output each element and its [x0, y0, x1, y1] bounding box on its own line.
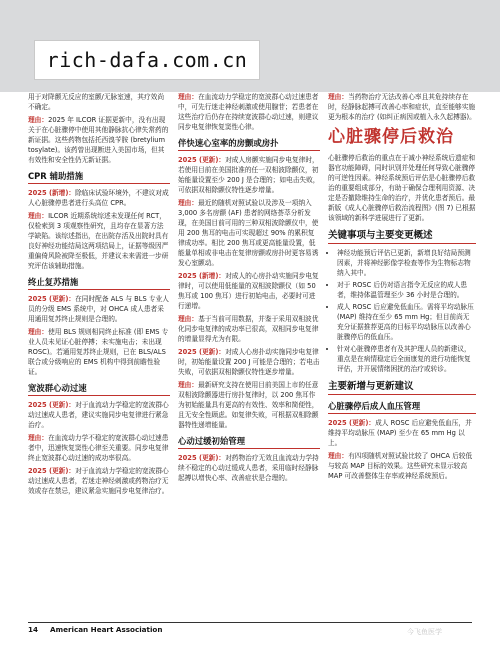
- recommendation-label: 2025 (更新)：: [28, 295, 76, 303]
- paragraph: 心脏骤停后救治的重点在于减小神经系统后遗症和器官功能障碍，同时识别并处理任何导致心脏骤停的可逆性因素。神经系统预后评估是心脏骤停后救治的重要组成部分，有助于确保合理利用资源、决定是否撤除维持生命的治疗，并优化患者预后。最新版《成人心脏骤停后救治流程图》(图 7) 已根据该领域的新科学进展进行了更新。: [328, 154, 476, 222]
- paragraph: [178, 380, 320, 430]
- rationale-label: 理由：: [328, 93, 349, 101]
- rationale-label: 理由：: [178, 381, 199, 389]
- recommendation-label: 2025 (更新)：: [28, 401, 76, 409]
- paragraph: [328, 92, 476, 122]
- page-footer: [28, 622, 472, 637]
- paragraph-text: 在血流动力学不稳定的宽波群心动过速患者中，迅速恢复窦性心律至关重要。同步电复律终止宽波群心动过速的成功率很高。: [28, 434, 169, 462]
- recommendation-label: 2025 (更新)：: [328, 419, 376, 427]
- footer-organization: American Heart Association: [50, 625, 163, 634]
- rationale-label: 理由：: [178, 199, 199, 207]
- paragraph: [178, 347, 320, 377]
- paragraph: [28, 400, 170, 430]
- rationale-label: 理由：: [28, 212, 49, 220]
- paragraph: [28, 433, 170, 463]
- paragraph-text: 当药物治疗无法改善心率且其危持续存在时，经静脉起搏可改善心率和症状，直至能够实施更为根本的治疗 (如纠正病因或植入永久起搏器)。: [328, 93, 476, 121]
- column-3: [328, 92, 476, 484]
- rationale-label: 理由：: [178, 315, 199, 323]
- section-heading-blood-pressure: 心脏骤停后成人血压管理: [328, 400, 476, 414]
- recommendation-label: 2025 (更新)：: [178, 454, 226, 462]
- paragraph-text: 最新研究支持在使用目前美国上市的任意双相波除颤器进行房扑复律时，以 200 焦耳作为初始能量具有更高的有效性、效率和简便性，且无安全性顾虑。如复律失败，可根据双相除颤器特性递增能量。: [178, 381, 319, 429]
- rationale-label: 理由：: [28, 328, 49, 336]
- paragraph-text: 对成人房颤实施同步电复律时，若使用目前在美国批准的任一双相波除颤仪，初始能量设置至少 200 J 是合理的；如电击失败，可依据双相除颤仪特性逐步增量。: [178, 156, 320, 194]
- paragraph: [178, 198, 320, 268]
- recommendation-label: 2025 (更新)：: [178, 156, 226, 164]
- paragraph-text: 有四项随机对照试验比较了 OHCA 后较低与较高 MAP 目标的效果。这些研究未显示较高 MAP 可改善整体生存率或神经系统预后。: [328, 452, 473, 480]
- recommendation-label: 2025 (更新)：: [178, 348, 226, 356]
- watermark-text: 今飞鱼医学: [407, 628, 442, 636]
- paragraph-text: 对成人心房扑动实施同步电复律时，初始能量设置 200 J 可能是合理的；若电击失败，可依据双相除颤仪特性逐步增量。: [178, 348, 320, 376]
- rationale-label: 理由：: [28, 116, 49, 124]
- recommendation-label: 2025 (新增)：: [178, 272, 226, 280]
- paragraph-text: 在血流动力学稳定的宽波群心动过速患者中，可先行迷走神经刺激或使用腺苷；若患者在这些治疗后仍存在持续宽波群心动过速，则建议同步电复律恢复窦性心律。: [178, 93, 319, 131]
- paragraph-text: 除临床试验环境外，不建议对成人心脏骤停患者进行头高位 CPR。: [28, 189, 169, 207]
- chapter-title: 心脏骤停后救治: [328, 127, 454, 147]
- paragraph-text: 使用 BLS 规则相同终止标准 (即 EMS 专业人员未见证心脏停搏；未实施电击；未出现 ROSC)。若通用复苏终止规则，已在 BLS/ALS 联合或分级响应的 EMS 机构中得到前瞻性验证。: [28, 328, 169, 376]
- list-item: • 针对心脏骤停患者有及其护理人员的新建议，重点是在病情稳定后全面康复的进行功能恢复评估，并开展情绪困扰的治疗或转诊。: [337, 344, 476, 374]
- paragraph-text: ILCOR 近期系统综述未发现任何 RCT，仅检索到 3 项观察性研究，且均存在显著方法学缺陷。该综述指出，在出院存活及出院时具有良好神经功能结局这两项结局上，证据等级因严重偏倚风险被降至极低，并建议未来需进一步研究评估该辅助措施。: [28, 212, 169, 270]
- column-1: [28, 92, 170, 499]
- section-heading-af-flutter: 伴快速心室率的房颤或房扑: [178, 137, 320, 151]
- paragraph: [28, 188, 170, 208]
- section-heading-cpr-adjuncts: CPR 辅助措施: [28, 170, 170, 184]
- paragraph: [178, 155, 320, 195]
- list-item: • 神经功能预后评估已更新，新增良好结局预测因素，并将神经影像学检查等作为生物标志物纳入其中。: [337, 248, 476, 278]
- column-2: [178, 92, 320, 486]
- url-banner: rich-dafa.com.cn: [34, 40, 260, 80]
- paragraph-text: 成人 ROSC 后应避免低血压，并维持平均动脉压 (MAP) 至少在 65 mm Hg 以上。: [328, 419, 472, 447]
- section-heading-key-issues: 关键事项与主要变更概述: [328, 229, 476, 244]
- rationale-label: 理由：: [178, 93, 199, 101]
- recommendation-label: 2025 (新增)：: [28, 189, 76, 197]
- paragraph-text: 对药物治疗无效且血流动力学持续不稳定的心动过缓成人患者，采用临时经静脉起搏以增快心率、改善症状是合理的。: [178, 454, 319, 482]
- paragraph-text: 在同时配备 ALS 与 BLS 专业人员的分级 EMS 系统中，对 OHCA 成人患者采用通用复苏终止规则是合理的。: [28, 295, 169, 323]
- paragraph: [178, 453, 320, 483]
- paragraph-text: 对于血流动力学稳定的宽波群心动过速成人患者，建议实施同步电复律进行紧急治疗。: [28, 401, 169, 429]
- paragraph: 用于对降颤无反应的室颤/无脉室速，其疗效尚不确定。: [28, 93, 165, 111]
- section-heading-bradycardia: 心动过缓初始管理: [178, 435, 320, 449]
- paragraph: [28, 211, 170, 271]
- section-heading-termination: 终止复苏措施: [28, 276, 170, 290]
- paragraph-text: 2025 年 ILCOR 证据更新中，没有出现关于在心脏骤停中使用其他静脉抗心律失常药的新证据。这些药物包括托西溴苄胺 (bretylium tosylate)。该药曾出现断进入美国市场，但其有效性和安全性仍无新证据。: [28, 116, 169, 164]
- paragraph-text: 对于血流动力学稳定的宽波群心动过速成人患者，若迷走神经刺激或药物治疗无效或存在禁忌，建议紧急实施同步电复律治疗。: [28, 467, 169, 495]
- paragraph: [178, 271, 320, 311]
- rationale-label: 理由：: [28, 434, 49, 442]
- bullet-list: [328, 248, 476, 374]
- paragraph: [28, 466, 170, 496]
- recommendation-label: 2025 (更新)：: [28, 467, 76, 475]
- paragraph: [328, 451, 476, 481]
- paragraph: [28, 327, 170, 377]
- paragraph-text: 最近的随机对照试验以及涉及一项纳入 3,000 多名房颤 (AF) 患者的网络荟萃分析发现，在美国目前可用的三种双相波除颤仪中，使用 200 焦耳的电击可实现超过 90% 的累积复律成功率。相比 200 焦耳或更高能量设置，低能量单相或非电击在复律房颤或房扑时更容易诱发心室颤动。: [178, 199, 319, 267]
- list-item: • 对于 ROSC 后仍对语言指令无反应的成人患者，维持体温管理至少 36 小时是合理的。: [337, 280, 476, 300]
- document-columns: [28, 92, 476, 618]
- paragraph: [328, 418, 476, 448]
- rationale-label: 理由：: [328, 452, 349, 460]
- paragraph-text: 基于当前可用数据，并鉴于采用双相波优化同步电复律的成功率已很高，双相同步电复律的增量显得尤为有限。: [178, 315, 319, 343]
- section-heading-wide-complex-tachycardia: 宽波群心动过速: [28, 382, 170, 396]
- page-number: 14: [28, 625, 39, 634]
- paragraph-text: 对成人的心房扑动实施同步电复律时，可以使用低能量的双相波除颤仪（如 50 焦耳或 100 焦耳）进行初始电击，必要时可进行递增。: [178, 272, 319, 310]
- paragraph: [178, 92, 320, 132]
- paragraph: [178, 314, 320, 344]
- section-heading-new-updated: 主要新增与更新建议: [328, 380, 476, 395]
- paragraph: [28, 115, 170, 165]
- paragraph: [28, 294, 170, 324]
- list-item: • 成人 ROSC 后应避免低血压。需将平均动脉压 (MAP) 维持在至少 65 mm Hg；但目前尚无充分证据推荐更高的目标平均动脉压以改善心脏骤停后的低血压。: [337, 302, 476, 342]
